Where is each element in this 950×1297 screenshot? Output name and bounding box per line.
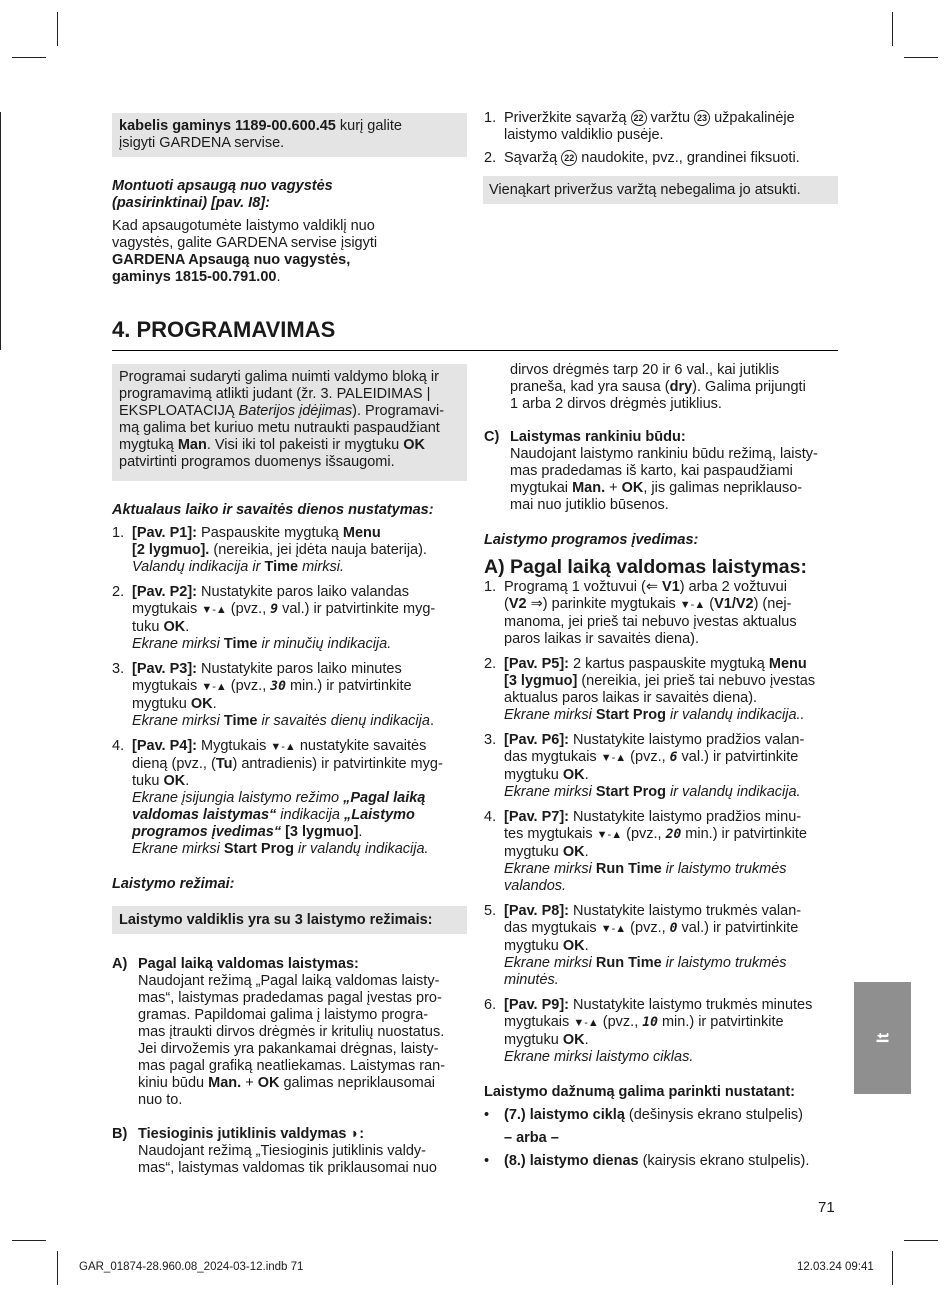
circled-number-icon: 23 [694, 110, 710, 126]
text: [Pav. P6]: [504, 732, 570, 748]
text: (pvz., [226, 678, 271, 694]
text: Valandų indikacija ir [132, 559, 265, 575]
item-number: 2. [484, 656, 497, 672]
theft-section [112, 178, 467, 286]
text: programavimą atlikti judant (žr. 3. PALEIDIMAS | [119, 386, 431, 402]
list-item [484, 150, 844, 167]
lcd-digit: 30 [270, 679, 286, 694]
text: ) arba 2 vožtuvui [679, 579, 787, 595]
text: (dešinysis ekrano stulpelis) [624, 1107, 803, 1123]
text: mas“, laistymas valdomas tik priklausomai nuo [138, 1160, 437, 1176]
theft-heading: Montuoti apsaugą nuo vagystės [112, 178, 333, 194]
list-item [484, 110, 844, 144]
text: (kairysis ekrano stulpelis). [638, 1153, 810, 1169]
text: val.) ir patvirtinkite [677, 749, 799, 765]
text: [Pav. P9]: [504, 997, 570, 1013]
language-code: lt [873, 1032, 892, 1044]
list-item [112, 738, 472, 858]
crop-mark [904, 57, 938, 58]
text: Man. [208, 1075, 242, 1091]
text: Sąvaržą [504, 150, 562, 166]
text: [Pav. P1]: [132, 525, 198, 541]
theft-product-code: gaminys 1815-00.791.00 [112, 269, 277, 285]
text: Ekrane mirksi [504, 955, 596, 971]
right-column [484, 362, 844, 1170]
arrow-down-up-icon: ▼-▲ [270, 741, 296, 753]
text: ir minučių indikacija. [257, 636, 392, 652]
item-number: 4. [112, 738, 125, 754]
intro-text [119, 369, 464, 471]
theft-heading-2: (pasirinktinai) [pav. I8]: [112, 195, 270, 211]
text: Priveržkite sąvaržą [504, 110, 631, 126]
sensor-icon: ◗ [350, 1126, 360, 1142]
arrow-right-icon: ⇒ [526, 596, 543, 612]
list-item [484, 997, 844, 1066]
crop-mark [892, 1251, 893, 1285]
text: Programai sudaryti galima nuimti valdymo bloką ir [119, 369, 439, 385]
list-item [484, 809, 844, 895]
list-item [484, 903, 844, 989]
text: OK [163, 773, 186, 789]
arrow-down-up-icon: ▼-▲ [201, 604, 227, 616]
lcd-digit: 20 [665, 827, 682, 842]
item-number: 5. [484, 903, 497, 919]
text: Mygtukais [197, 738, 271, 754]
item-number: 1. [484, 110, 497, 126]
text: . [185, 773, 190, 789]
text: mą galima bet kuriuo metu nutraukti paspaudžiant [119, 420, 440, 436]
text: užpakalinėje [710, 110, 795, 126]
text: ir laistymo trukmės [661, 955, 787, 971]
text: V1/V2 [714, 596, 754, 612]
text: OK [562, 844, 585, 860]
text: ). Galima prijungti [692, 379, 806, 395]
screw-note: Vienąkart priveržus varžtą nebegalima jo atsukti. [489, 182, 801, 198]
mode-c [484, 429, 844, 514]
text: Paspauskite mygtuką [197, 525, 343, 541]
text: mygtukais [504, 1014, 574, 1030]
text: ir valandų indikacija. [293, 841, 429, 857]
text: ( [504, 596, 509, 612]
mode-title: Pagal laiką valdomas laistymas: [138, 956, 359, 972]
list-item [484, 579, 844, 648]
text: min.) ir patvirtinkite [681, 826, 807, 842]
arrow-down-up-icon: ▼-▲ [201, 681, 227, 693]
text: ir valandų indikacija. [665, 784, 801, 800]
item-number: 2. [484, 150, 497, 166]
prog-heading: Laistymo programos įvedimas: [484, 532, 699, 548]
crop-mark [12, 1240, 46, 1241]
text: min.) ir patvirtinkite [285, 678, 412, 694]
text: dry [669, 379, 693, 395]
text: ir laistymo trukmės [661, 861, 787, 877]
text: Start Prog [595, 784, 666, 800]
text: Ekrane mirksi [504, 707, 596, 723]
mode-b-cont [484, 362, 844, 413]
text: ). Programavi- [352, 403, 445, 419]
text: [Pav. P7]: [504, 809, 570, 825]
cable-info-text [119, 118, 464, 152]
text: Jei dirvožemis yra pakankamai drėgnas, laisty- [138, 1041, 439, 1057]
item-number: 6. [484, 997, 497, 1013]
footer-date: 12.03.24 09:41 [797, 1261, 874, 1273]
text: + [241, 1075, 258, 1091]
theft-text: Kad apsaugotumėte laistymo valdiklį nuo [112, 218, 375, 234]
or-separator: – arba – [504, 1130, 559, 1146]
text: mas pradedamas iš karto, kai paspaudžiami [510, 463, 793, 479]
text: [3 lygmuo] [281, 824, 359, 840]
text: OK [257, 1075, 280, 1091]
bullet: • [484, 1153, 490, 1169]
text: Ekrane mirksi [504, 861, 596, 877]
item-letter: C) [484, 429, 500, 445]
text: ir savaitės dienų indikacija [257, 713, 430, 729]
text: nustatykite savaitės [295, 738, 427, 754]
text: Naudojant laistymo rankiniu būdu režimą, laisty- [510, 446, 818, 462]
text: Ekrane mirksi [132, 713, 224, 729]
arrow-left-icon: ⇐ [645, 579, 658, 595]
text: manoma, jei prieš tai nebuvo įvestas aktualus [504, 614, 797, 630]
text: Tu [215, 756, 233, 772]
text: mas pagal grafiką neatliekamas. Laistymas ran- [138, 1058, 446, 1074]
text: gramas. Papildomai galima į laistymo progra- [138, 1007, 429, 1023]
text: ( [705, 596, 715, 612]
text: Ekrane mirksi [132, 636, 224, 652]
list-item [112, 525, 472, 576]
text: tuku [132, 773, 164, 789]
text: Menu [342, 525, 381, 541]
mode-a [112, 956, 472, 1109]
crop-mark [57, 1251, 58, 1285]
text: mygtukai [510, 480, 573, 496]
text: Start Prog [595, 707, 666, 723]
text: laistymo valdiklio pusėje. [504, 127, 664, 143]
text: ir valandų indikacija.. [665, 707, 805, 723]
text: mygtuku [504, 1032, 563, 1048]
freq-heading: Laistymo dažnumą galima parinkti nustatant: [484, 1084, 795, 1100]
text: programos įvedimas“ [132, 824, 282, 840]
item-number: 3. [112, 661, 125, 677]
mode-title: Laistymas rankiniu būdu: [510, 429, 686, 445]
text: OK [562, 767, 585, 783]
text: Naudojant režimą „Tiesioginis jutiklinis valdy- [138, 1143, 426, 1159]
cable-text: kurį galite [335, 118, 402, 134]
page-number: 71 [818, 1199, 835, 1216]
list-item [484, 732, 844, 801]
text: galimas nepriklausomai [279, 1075, 435, 1091]
cable-product: kabelis gaminys 1189-00.600.45 [119, 118, 336, 134]
text: Nustatykite paros laiko minutes [197, 661, 402, 677]
text: , jis galimas nepriklauso- [643, 480, 803, 496]
text: (pvz., [598, 1014, 643, 1030]
text: nuo to. [138, 1092, 183, 1108]
section-rule [112, 350, 838, 351]
text: dirvos drėgmės tarp 20 ir 6 val., kai jutiklis [510, 362, 780, 378]
text: mygtukais [132, 601, 202, 617]
text: OK [190, 696, 213, 712]
text: [Pav. P2]: [132, 584, 198, 600]
lcd-digit: 0 [669, 921, 678, 936]
text: das mygtukais [504, 920, 601, 936]
text: Time [264, 559, 299, 575]
text: Baterijos įdėjimas [238, 403, 353, 419]
text: (pvz., [622, 826, 666, 842]
text: [3 lygmuo] [504, 673, 578, 689]
period: . [276, 269, 281, 285]
text: (pvz., [226, 601, 271, 617]
crop-mark [57, 12, 58, 46]
text: (nereikia, jei įdėta nauja baterija). [209, 542, 427, 558]
text: tes mygtukais [504, 826, 597, 842]
item-letter: B) [112, 1126, 128, 1142]
text: mygtuką [119, 437, 178, 453]
crop-mark [12, 57, 46, 58]
text: 2 kartus paspauskite mygtuką [569, 656, 769, 672]
item-number: 1. [484, 579, 497, 595]
text: mygtuku [132, 696, 191, 712]
mode-title: Tiesioginis jutiklinis valdymas [138, 1126, 351, 1142]
text: OK [163, 619, 186, 635]
arrow-down-up-icon: ▼-▲ [596, 829, 623, 841]
text: Time [223, 713, 258, 729]
text: „Pagal laiką [343, 790, 426, 806]
text: V2 [508, 596, 527, 612]
text: Man. [572, 480, 606, 496]
text: [Pav. P4]: [132, 738, 198, 754]
language-tab [854, 982, 911, 1094]
crop-mark [892, 12, 893, 46]
lcd-digit: 10 [642, 1015, 658, 1030]
text: [Pav. P3]: [132, 661, 198, 677]
text: val.) ir patvirtinkite [677, 920, 799, 936]
text: mygtuku [504, 844, 563, 860]
text: Man [177, 437, 207, 453]
text: . Visi iki tol pakeisti ir mygtuku [206, 437, 404, 453]
bullet-item [484, 1107, 844, 1124]
text: . [584, 1032, 589, 1048]
text: Ekrane įsijungia laistymo režimo [132, 790, 344, 806]
text: Nustatykite laistymo pradžios valan- [569, 732, 805, 748]
theft-text: vagystės, galite GARDENA servise įsigyti [112, 235, 378, 251]
left-column [112, 502, 472, 893]
text: mygtukais [132, 678, 202, 694]
text: : [359, 1126, 365, 1142]
text: Ekrane mirksi [132, 841, 224, 857]
text: . [584, 938, 589, 954]
text: . [212, 696, 217, 712]
text: (pvz., [626, 749, 670, 765]
bullet: • [484, 1107, 490, 1123]
text: aktualus paros laikas ir savaitės diena). [504, 690, 758, 706]
text: tuku [132, 619, 164, 635]
text: min.) ir patvirtinkite [657, 1014, 784, 1030]
text: Nustatykite laistymo trukmės valan- [569, 903, 802, 919]
text: [Pav. P8]: [504, 903, 570, 919]
text: das mygtukais [504, 749, 601, 765]
text: + [605, 480, 622, 496]
text: mygtuku [504, 938, 563, 954]
text: varžtu [646, 110, 695, 126]
text: paros laikas ir savaitės diena). [504, 631, 700, 647]
text: OK [562, 938, 585, 954]
text: minutės. [504, 972, 559, 988]
text: (8.) laistymo dienas [504, 1153, 639, 1169]
text: V1 [658, 579, 680, 595]
lcd-digit: 6 [669, 750, 678, 765]
text: . [358, 824, 363, 840]
text: [2 lygmuo]. [132, 542, 210, 558]
text: mas įtraukti dirvos drėgmės ir kritulių nuostatus. [138, 1024, 445, 1040]
text: naudokite, pvz., grandinei fiksuoti. [577, 150, 800, 166]
text: indikacija [276, 807, 344, 823]
text: Run Time [595, 955, 662, 971]
text: mai nuo jutiklio būsenos. [510, 497, 669, 513]
text: 1 arba 2 dirvos drėgmės jutiklius. [510, 396, 722, 412]
arrow-down-up-icon: ▼-▲ [600, 923, 627, 935]
text: Programą 1 vožtuvui ( [504, 579, 646, 595]
text: Nustatykite laistymo pradžios minu- [569, 809, 802, 825]
item-number: 1. [112, 525, 125, 541]
theft-product: GARDENA Apsaugą nuo vagystės, [112, 252, 351, 268]
big-heading: A) Pagal laiką valdomas laistymas: [484, 556, 807, 578]
text: kiniu būdu [138, 1075, 209, 1091]
bullet-item [484, 1153, 844, 1170]
arrow-down-up-icon: ▼-▲ [600, 752, 627, 764]
text: ) parinkite mygtukais [542, 596, 680, 612]
text: mas“, laistymas pradedamas pagal įvestas pro- [138, 990, 442, 1006]
list-item [112, 584, 472, 653]
text: mirksi. [298, 559, 344, 575]
cable-text-line2: įsigyti GARDENA servise. [119, 135, 285, 151]
text: Start Prog [223, 841, 294, 857]
modes-heading: Laistymo režimai: [112, 876, 235, 892]
text: mygtuku [504, 767, 563, 783]
text: Nustatykite laistymo trukmės minutes [569, 997, 813, 1013]
item-number: 3. [484, 732, 497, 748]
text: praneša, kad yra sausa ( [510, 379, 670, 395]
text: val.) ir patvirtinkite myg- [278, 601, 436, 617]
text: valdomas laistymas“ [132, 807, 277, 823]
text: Nustatykite paros laiko valandas [197, 584, 409, 600]
text: OK [562, 1032, 585, 1048]
text: [Pav. P5]: [504, 656, 570, 672]
text: Ekrane mirksi [504, 784, 596, 800]
text: patvirtinti programos duomenys išsaugomi. [119, 454, 395, 470]
arrow-down-up-icon: ▼-▲ [573, 1017, 599, 1029]
text: EKSPLOATACIJĄ [119, 403, 239, 419]
list-item [112, 661, 472, 730]
text: „Laistymo [343, 807, 415, 823]
arrow-down-up-icon: ▼-▲ [679, 599, 706, 611]
text: ) (nej- [753, 596, 792, 612]
text: Run Time [595, 861, 662, 877]
text: valandos. [504, 878, 567, 894]
circled-number-icon: 22 [561, 150, 577, 166]
margin-line [0, 112, 1, 350]
text: Time [223, 636, 258, 652]
text: Ekrane mirksi laistymo ciklas. [504, 1049, 694, 1065]
modes-box-text: Laistymo valdiklis yra su 3 laistymo režimais: [119, 912, 433, 928]
text: Menu [768, 656, 807, 672]
text: OK [403, 437, 425, 453]
mount-steps [484, 110, 844, 167]
lcd-digit: 9 [270, 602, 279, 617]
text: . [429, 713, 434, 729]
text: (nereikia, jei prieš tai nebuvo įvestas [577, 673, 816, 689]
item-number: 4. [484, 809, 497, 825]
text: OK [621, 480, 644, 496]
text: ) antradienis) ir patvirtinkite myg- [232, 756, 443, 772]
text: . [185, 619, 190, 635]
footer-file: GAR_01874-28.960.08_2024-03-12.indb 71 [79, 1261, 304, 1273]
circled-number-icon: 22 [631, 110, 647, 126]
text: . [584, 767, 589, 783]
mode-b [112, 1126, 472, 1177]
text: dieną (pvz., ( [132, 756, 216, 772]
list-item [484, 656, 844, 724]
text: . [584, 844, 589, 860]
text: (pvz., [626, 920, 670, 936]
text: (7.) laistymo ciklą [504, 1107, 625, 1123]
text: Naudojant režimą „Pagal laiką valdomas laisty- [138, 973, 440, 989]
item-number: 2. [112, 584, 125, 600]
time-heading: Aktualaus laiko ir savaitės dienos nustatymas: [112, 502, 434, 518]
modes-list [112, 956, 472, 1177]
section-title: 4. PROGRAMAVIMAS [112, 317, 336, 342]
item-letter: A) [112, 956, 128, 972]
crop-mark [904, 1240, 938, 1241]
